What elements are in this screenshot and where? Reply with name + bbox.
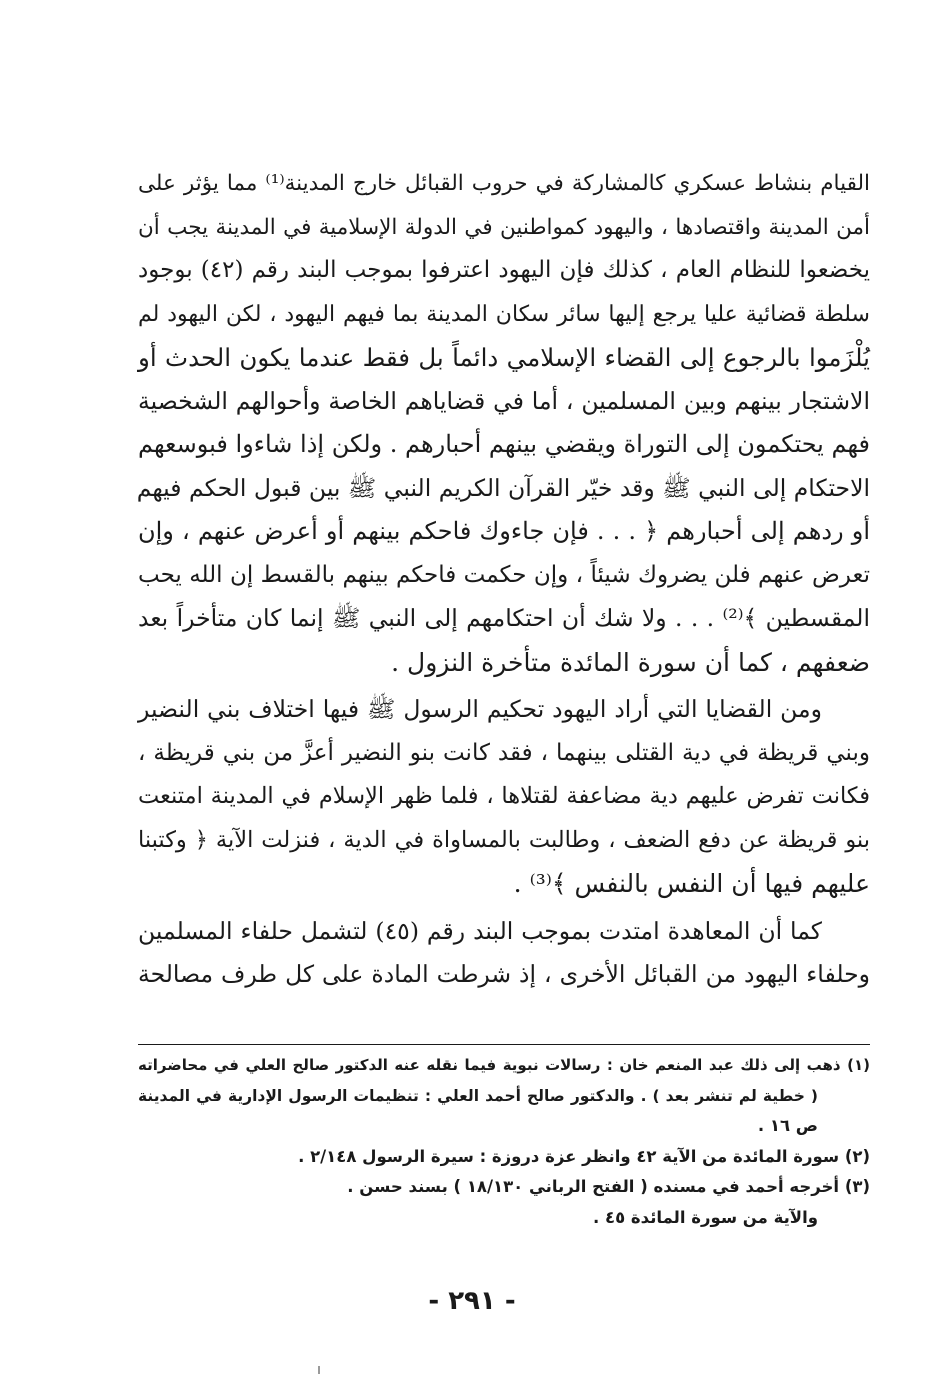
text-line: أو ردهم إلى أحبارهم ﴿ . . . فإن جاءوك فاحكم بينهم أو أعرض عنهم ، وإن (138, 517, 870, 545)
footnote-divider (138, 1044, 870, 1045)
footnotes (138, 1050, 870, 1233)
text-line: بنو قريظة عن دفع الضعف ، وطالبت بالمساواة في الدية ، فنزلت الآية ﴿ وكتبنا (138, 826, 870, 853)
text-line: يُلْزَموا بالرجوع إلى القضاء الإسلامي دائماً بل فقط عندما يكون الحدث أو (138, 343, 870, 372)
footnote-line: ص ١٦ . (757, 1116, 818, 1135)
text-line: الاشتجار بينهم وبين المسلمين ، أما في قضاياهم الخاصة وأحوالهم الشخصية (138, 386, 870, 415)
text-line: القيام بنشاط عسكري كالمشاركة في حروب القبائل خارج المدينة⁽¹⁾ مما يؤثر على (138, 171, 870, 196)
scan-speck (318, 1366, 320, 1374)
text-line: سلطة قضائية عليا يرجع إليها سائر سكان المدينة بما فيهم اليهود ، لكن اليهود لم (138, 301, 870, 327)
text-line: ومن القضايا التي أراد اليهود تحكيم الرسول ﷺ فيها اختلاف بني النضير (138, 695, 822, 723)
footnote-line: ( خطية لم تنشر بعد ) . والدكتور صالح أحمد العلي : تنظيمات الرسول الإدارية في المدينة (138, 1086, 818, 1105)
main-text (138, 162, 870, 997)
footnote-line: (٣) أخرجه أحمد في مسنده ( الفتح الرباني ١٨/١٣٠ ) بسند حسن . (347, 1177, 870, 1196)
text-line: تعرض عنهم فلن يضروك شيئاً ، وإن حكمت فاحكم بينهم بالقسط إن الله يحب (138, 561, 870, 588)
text-line: الاحتكام إلى النبي ﷺ وقد خيّر القرآن الكريم النبي ﷺ بين قبول الحكم فيهم (136, 473, 870, 502)
page-number: - ٢٩١ - (428, 1286, 516, 1316)
footnote-line: (٢) سورة المائدة من الآية ٤٢ وانظر عزة دروزة : سيرة الرسول ٢/١٤٨ . (298, 1146, 870, 1166)
paragraph (138, 162, 870, 684)
footnote-1 (138, 1050, 870, 1142)
text-line: وحلفاء اليهود من القبائل الأخرى ، إذ شرطت المادة على كل طرف مصالحة (138, 960, 870, 988)
text-line: عليهم فيها أن النفس بالنفس ﴾⁽³⁾ . (513, 869, 870, 898)
text-line: وبني قريظة في دية القتلى بينهما ، فقد كانت بنو النضير أعزَّ من بني قريظة ، (138, 739, 870, 766)
text-line: فكانت تفرض عليهم دية مضاعفة لقتلاها ، فلما ظهر الإسلام في المدينة امتنعت (138, 783, 870, 809)
text-line: يخضعوا للنظام العام ، كذلك فإن اليهود اعترفوا بموجب البند رقم (٤٢) بوجود (138, 257, 870, 283)
text-line: ضعفهم ، كما أن سورة المائدة متأخرة النزول . (391, 647, 870, 677)
footnote-3 (138, 1172, 870, 1233)
text-line: فهم يحتكمون إلى التوراة ويقضي بينهم أحبارهم . ولكن إذا شاءوا فبوسعهم (137, 430, 870, 458)
footnote-line: والآية من سورة المائدة ٤٥ . (593, 1207, 818, 1227)
footnote-2 (138, 1142, 870, 1173)
paragraph (138, 688, 870, 906)
text-line: أمن المدينة واقتصادها ، واليهود كمواطنين في الدولة الإسلامية في المدينة يجب أن (138, 214, 870, 240)
footnote-line: (١) ذهب إلى ذلك عبد المنعم خان : رسالات نبوية فيما نقله عنه الدكتور صالح العلي في محاضراته (138, 1056, 870, 1074)
text-line: كما أن المعاهدة امتدت بموجب البند رقم (٤٥) لتشمل حلفاء المسلمين (138, 916, 822, 945)
paragraph (138, 910, 870, 997)
text-line: المقسطين ﴾⁽²⁾ . . . ولا شك أن احتكامهم إلى النبي ﷺ إنما كان متأخراً بعد (138, 604, 870, 632)
